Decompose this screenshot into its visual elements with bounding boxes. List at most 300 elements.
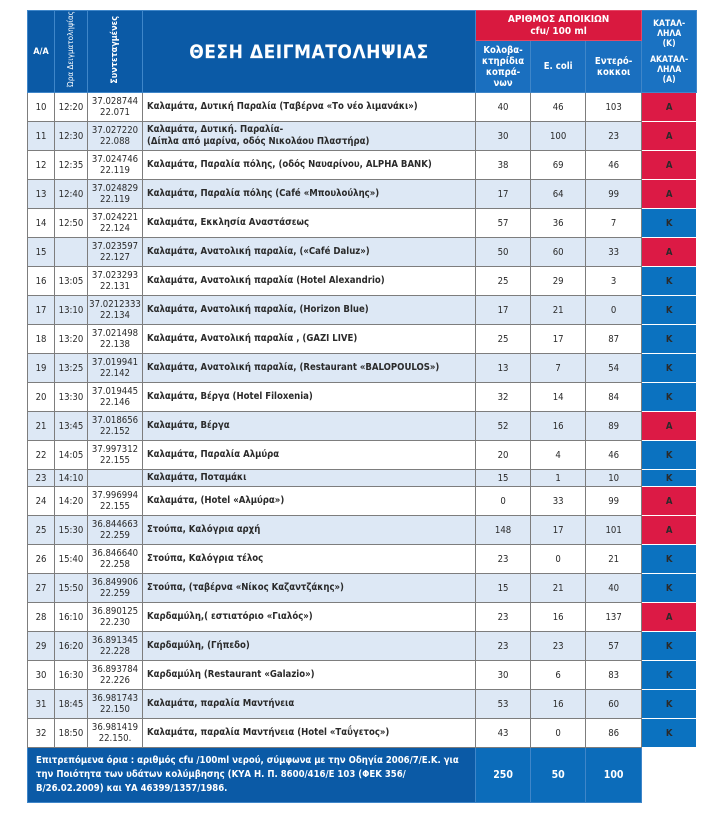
cell-lat: 37.021498 xyxy=(91,328,139,339)
cell-coords xyxy=(88,151,143,180)
cell-time: 18:45 xyxy=(55,690,88,719)
cell-time: 12:30 xyxy=(55,122,88,151)
cell-lat: 37.023293 xyxy=(91,270,139,281)
cell-coords xyxy=(88,545,143,574)
cell-entero: 101 xyxy=(586,516,642,545)
cell-koloba: 25 xyxy=(476,325,531,354)
cell-ecoli: 64 xyxy=(531,180,586,209)
cell-coords xyxy=(88,574,143,603)
table-row xyxy=(28,661,697,690)
cell-location xyxy=(143,632,476,661)
cell-location xyxy=(143,545,476,574)
header-status xyxy=(642,11,697,93)
cell-koloba: 50 xyxy=(476,238,531,267)
header-status-a-3: (Α) xyxy=(662,74,676,85)
cell-aa: 19 xyxy=(28,354,55,383)
cell-aa: 30 xyxy=(28,661,55,690)
status-badge: Κ xyxy=(642,661,697,690)
header-group-line2: cfu/ 100 ml xyxy=(530,25,587,37)
status-badge: Κ xyxy=(642,719,697,748)
table-row xyxy=(28,632,697,661)
cell-entero: 89 xyxy=(586,412,642,441)
cell-ecoli: 7 xyxy=(531,354,586,383)
cell-ecoli: 29 xyxy=(531,267,586,296)
status-badge: Κ xyxy=(642,209,697,238)
table-row xyxy=(28,151,697,180)
header-time-label: Ώρα Δειγματοληψίας xyxy=(66,11,75,88)
cell-koloba: 38 xyxy=(476,151,531,180)
cell-entero: 103 xyxy=(586,93,642,122)
cell-location xyxy=(143,719,476,748)
cell-time: 15:40 xyxy=(55,545,88,574)
header-colony-count-group xyxy=(476,11,642,41)
table-row xyxy=(28,267,697,296)
cell-aa: 25 xyxy=(28,516,55,545)
table-row xyxy=(28,122,697,151)
table-row xyxy=(28,470,697,487)
cell-lat: 37.028744 xyxy=(91,96,139,107)
cell-ecoli: 21 xyxy=(531,574,586,603)
status-badge: Κ xyxy=(642,632,697,661)
cell-location-line1: Καλαμάτα, Παραλία πόλης, (οδός Ναυαρίνου, ALPHA BANK) xyxy=(147,159,432,170)
cell-aa: 10 xyxy=(28,93,55,122)
cell-coords xyxy=(88,354,143,383)
cell-aa: 29 xyxy=(28,632,55,661)
cell-location-line1: Καλαμάτα, Δυτική. Παραλία- xyxy=(147,124,284,135)
cell-location-line1: Στούπα, (ταβέρνα «Νίκος Καζαντζάκης») xyxy=(147,582,344,593)
status-badge: Κ xyxy=(642,325,697,354)
cell-lat: 36.981419 xyxy=(91,722,139,733)
cell-koloba: 30 xyxy=(476,661,531,690)
cell-ecoli: 16 xyxy=(531,603,586,632)
cell-ecoli: 0 xyxy=(531,719,586,748)
cell-aa: 11 xyxy=(28,122,55,151)
status-badge: Κ xyxy=(642,545,697,574)
cell-location xyxy=(143,325,476,354)
cell-ecoli: 46 xyxy=(531,93,586,122)
cell-time: 14:20 xyxy=(55,487,88,516)
footer-limits-text: Επιτρεπόμενα όρια : αριθμός cfu /100ml νερού, σύμφωνα με την Οδηγία 2006/7/Ε.Κ. για την Ποιότητα των υδάτων κολύμβησης (ΚΥΑ Η. Π. 8600/416/Ε 103 (ΦΕΚ 356/Β/26.02.2009) και ΥΑ 46399/1357/1986. xyxy=(28,748,476,803)
cell-location xyxy=(143,516,476,545)
cell-time: 13:30 xyxy=(55,383,88,412)
cell-koloba: 20 xyxy=(476,441,531,470)
cell-lat: 36.849906 xyxy=(91,577,139,588)
cell-ecoli: 14 xyxy=(531,383,586,412)
cell-aa: 18 xyxy=(28,325,55,354)
cell-location xyxy=(143,267,476,296)
cell-location xyxy=(143,383,476,412)
cell-lon: 22.127 xyxy=(100,252,130,263)
status-badge: Α xyxy=(642,151,697,180)
cell-ecoli: 33 xyxy=(531,487,586,516)
cell-location-line1: Καλαμάτα, Εκκλησία Αναστάσεως xyxy=(147,217,310,228)
water-quality-table xyxy=(27,10,697,803)
cell-aa: 28 xyxy=(28,603,55,632)
status-badge: Κ xyxy=(642,470,697,487)
cell-lat: 37.024829 xyxy=(91,183,139,194)
table-row xyxy=(28,441,697,470)
header-group-line1: ΑΡΙΘΜΟΣ ΑΠΟΙΚΙΩΝ xyxy=(507,13,610,25)
header-status-a-1: ΑΚΑΤΑΛ- xyxy=(650,54,689,65)
cell-coords xyxy=(88,412,143,441)
cell-ecoli: 17 xyxy=(531,516,586,545)
cell-coords xyxy=(88,267,143,296)
cell-ecoli: 21 xyxy=(531,296,586,325)
cell-time: 12:35 xyxy=(55,151,88,180)
header-status-k-3: (Κ) xyxy=(662,38,676,49)
cell-location xyxy=(143,603,476,632)
cell-koloba: 15 xyxy=(476,470,531,487)
cell-koloba: 32 xyxy=(476,383,531,412)
cell-aa: 15 xyxy=(28,238,55,267)
cell-aa: 27 xyxy=(28,574,55,603)
cell-location-line1: Καλαμάτα, (Hotel «Αλμύρα») xyxy=(147,495,285,506)
cell-koloba: 40 xyxy=(476,93,531,122)
cell-aa: 22 xyxy=(28,441,55,470)
page-title: ΘΕΣΗ ΔΕΙΓΜΑΤΟΛΗΨΙΑΣ xyxy=(143,11,476,93)
cell-entero: 0 xyxy=(586,296,642,325)
status-badge: Κ xyxy=(642,690,697,719)
cell-koloba: 23 xyxy=(476,603,531,632)
cell-coords xyxy=(88,661,143,690)
cell-lon: 22.131 xyxy=(100,281,130,292)
cell-time: 12:40 xyxy=(55,180,88,209)
cell-lat: 37.018656 xyxy=(91,415,139,426)
cell-location xyxy=(143,690,476,719)
cell-lon: 22.119 xyxy=(100,194,130,205)
cell-ecoli: 0 xyxy=(531,545,586,574)
cell-ecoli: 16 xyxy=(531,412,586,441)
cell-time: 13:25 xyxy=(55,354,88,383)
cell-coords xyxy=(88,296,143,325)
water-quality-table-container xyxy=(27,10,697,803)
cell-aa: 14 xyxy=(28,209,55,238)
table-row xyxy=(28,325,697,354)
header-entero: Εντερό- κοκκοι xyxy=(586,41,642,93)
cell-location xyxy=(143,661,476,690)
cell-time: 15:30 xyxy=(55,516,88,545)
cell-coords xyxy=(88,632,143,661)
cell-entero: 137 xyxy=(586,603,642,632)
cell-time: 12:20 xyxy=(55,93,88,122)
cell-entero: 10 xyxy=(586,470,642,487)
cell-entero: 46 xyxy=(586,441,642,470)
cell-location xyxy=(143,151,476,180)
cell-koloba: 13 xyxy=(476,354,531,383)
cell-aa: 26 xyxy=(28,545,55,574)
table-row xyxy=(28,180,697,209)
cell-lat: 37.024746 xyxy=(91,154,139,165)
header-status-a-2: ΛΗΛΑ xyxy=(657,64,682,75)
table-row xyxy=(28,487,697,516)
table-row xyxy=(28,296,697,325)
cell-location xyxy=(143,412,476,441)
cell-lon: 22.226 xyxy=(100,675,130,686)
status-badge: Α xyxy=(642,180,697,209)
cell-lat: 36.890125 xyxy=(91,606,139,617)
cell-lon: 22.119 xyxy=(100,165,130,176)
cell-ecoli: 6 xyxy=(531,661,586,690)
table-row xyxy=(28,690,697,719)
cell-entero: 84 xyxy=(586,383,642,412)
cell-location xyxy=(143,574,476,603)
cell-ecoli: 4 xyxy=(531,441,586,470)
status-badge: Α xyxy=(642,603,697,632)
cell-location xyxy=(143,441,476,470)
cell-lon: 22.155 xyxy=(100,501,130,512)
cell-koloba: 17 xyxy=(476,296,531,325)
cell-ecoli: 69 xyxy=(531,151,586,180)
cell-time: 15:50 xyxy=(55,574,88,603)
cell-lon: 22.124 xyxy=(100,223,130,234)
status-badge: Κ xyxy=(642,354,697,383)
cell-koloba: 57 xyxy=(476,209,531,238)
cell-coords xyxy=(88,122,143,151)
cell-coords xyxy=(88,470,143,487)
cell-aa: 24 xyxy=(28,487,55,516)
cell-entero: 7 xyxy=(586,209,642,238)
cell-coords xyxy=(88,441,143,470)
footer-limit-koloba: 250 xyxy=(476,748,531,803)
status-badge: Κ xyxy=(642,296,697,325)
cell-lat: 37.023597 xyxy=(91,241,139,252)
cell-lat: 37.024221 xyxy=(91,212,139,223)
cell-koloba: 15 xyxy=(476,574,531,603)
table-row xyxy=(28,383,697,412)
cell-entero: 60 xyxy=(586,690,642,719)
cell-lat: 37.019941 xyxy=(91,357,139,368)
cell-koloba: 0 xyxy=(476,487,531,516)
cell-lon: 22.259 xyxy=(100,588,130,599)
cell-location-line1: Καλαμάτα, Ανατολική παραλία, («Café Daluz») xyxy=(147,246,370,257)
cell-lon: 22.142 xyxy=(100,368,130,379)
table-row xyxy=(28,545,697,574)
cell-koloba: 52 xyxy=(476,412,531,441)
cell-location-line1: Καλαμάτα, Ανατολική παραλία, (Horizon Blue) xyxy=(147,304,369,315)
cell-lon: 22.152 xyxy=(100,426,130,437)
cell-lat: 36.844663 xyxy=(91,519,139,530)
cell-lon: 22.258 xyxy=(100,559,130,570)
header-coords xyxy=(88,11,143,93)
status-badge: Κ xyxy=(642,574,697,603)
cell-coords xyxy=(88,487,143,516)
cell-location-line1: Καλαμάτα, παραλία Μαντήνεια xyxy=(147,698,295,709)
cell-location-line1: Καλαμάτα, Δυτική Παραλία (Ταβέρνα «Το νέο λιμανάκι») xyxy=(147,101,418,112)
cell-entero: 23 xyxy=(586,122,642,151)
cell-coords xyxy=(88,180,143,209)
cell-location-line1: Καλαμάτα, Ανατολική παραλία, (Restaurant «BALOPOULOS») xyxy=(147,362,440,373)
table-row xyxy=(28,93,697,122)
cell-location-line1: Καρδαμύλη,( εστιατόριο «Γιαλός») xyxy=(147,611,313,622)
cell-entero: 99 xyxy=(586,487,642,516)
table-row xyxy=(28,209,697,238)
cell-time: 18:50 xyxy=(55,719,88,748)
cell-aa: 21 xyxy=(28,412,55,441)
footer-row xyxy=(28,748,697,803)
cell-time: 13:20 xyxy=(55,325,88,354)
cell-coords xyxy=(88,719,143,748)
cell-ecoli: 1 xyxy=(531,470,586,487)
cell-ecoli: 16 xyxy=(531,690,586,719)
cell-entero: 33 xyxy=(586,238,642,267)
cell-koloba: 25 xyxy=(476,267,531,296)
cell-lon: 22.155 xyxy=(100,455,130,466)
cell-location xyxy=(143,354,476,383)
cell-lon: 22.088 xyxy=(100,136,130,147)
cell-lat: 37.997312 xyxy=(91,444,139,455)
cell-location xyxy=(143,470,476,487)
cell-entero: 57 xyxy=(586,632,642,661)
cell-lat: 36.891345 xyxy=(91,635,139,646)
cell-location-line1: Στούπα, Καλόγρια αρχή xyxy=(147,524,261,535)
cell-location-line1: Καλαμάτα, Παραλία Αλμύρα xyxy=(147,449,280,460)
header-coords-label: Συντεταγμένες xyxy=(110,15,120,84)
cell-time: 13:05 xyxy=(55,267,88,296)
cell-ecoli: 23 xyxy=(531,632,586,661)
cell-aa: 13 xyxy=(28,180,55,209)
cell-time: 16:10 xyxy=(55,603,88,632)
cell-koloba: 23 xyxy=(476,632,531,661)
cell-entero: 54 xyxy=(586,354,642,383)
cell-coords xyxy=(88,383,143,412)
status-badge: Κ xyxy=(642,383,697,412)
cell-ecoli: 100 xyxy=(531,122,586,151)
status-badge: Α xyxy=(642,122,697,151)
cell-lon: 22.146 xyxy=(100,397,130,408)
cell-lon: 22.228 xyxy=(100,646,130,657)
table-row xyxy=(28,719,697,748)
header-status-k-2: ΛΗΛΑ xyxy=(657,28,682,39)
status-badge: Α xyxy=(642,412,697,441)
table-row xyxy=(28,354,697,383)
cell-lat: 37.996994 xyxy=(91,490,139,501)
cell-location-line1: Καλαμάτα, Ποταμάκι xyxy=(147,472,247,483)
cell-location xyxy=(143,296,476,325)
cell-coords xyxy=(88,325,143,354)
table-row xyxy=(28,603,697,632)
footer-empty-cell xyxy=(642,748,697,803)
cell-time: 14:10 xyxy=(55,470,88,487)
status-badge: Κ xyxy=(642,267,697,296)
cell-koloba: 43 xyxy=(476,719,531,748)
cell-koloba: 53 xyxy=(476,690,531,719)
status-badge: Κ xyxy=(642,441,697,470)
cell-location xyxy=(143,180,476,209)
cell-coords xyxy=(88,690,143,719)
header-status-k-1: ΚΑΤΑΛ- xyxy=(653,18,686,29)
cell-time: 16:20 xyxy=(55,632,88,661)
cell-aa: 12 xyxy=(28,151,55,180)
cell-lat: 36.981743 xyxy=(91,693,139,704)
cell-aa: 32 xyxy=(28,719,55,748)
cell-koloba: 23 xyxy=(476,545,531,574)
cell-lat: 37.027220 xyxy=(91,125,139,136)
footer-limit-entero: 100 xyxy=(586,748,642,803)
cell-koloba: 30 xyxy=(476,122,531,151)
cell-location-line1: Καλαμάτα, Ανατολική παραλία , (GAZI LIVE) xyxy=(147,333,358,344)
cell-koloba: 148 xyxy=(476,516,531,545)
cell-aa: 17 xyxy=(28,296,55,325)
cell-lon: 22.071 xyxy=(100,107,130,118)
cell-location-line2: (Δίπλα από μαρίνα, οδός Νικολάου Πλαστήρα) xyxy=(147,136,370,147)
header-koloba: Κολοβα- κτηρίδια κοπρά- νων xyxy=(476,41,531,93)
status-badge: Α xyxy=(642,487,697,516)
header-ecoli: E. coli xyxy=(531,41,586,93)
cell-location xyxy=(143,487,476,516)
cell-time: 16:30 xyxy=(55,661,88,690)
cell-location-line1: Καλαμάτα, Ανατολική παραλία (Hotel Alexandrio) xyxy=(147,275,385,286)
footer-limit-ecoli: 50 xyxy=(531,748,586,803)
cell-aa: 20 xyxy=(28,383,55,412)
cell-lat: 36.846640 xyxy=(91,548,139,559)
cell-time: 13:45 xyxy=(55,412,88,441)
cell-lon: 22.138 xyxy=(100,339,130,350)
table-body xyxy=(28,93,697,748)
table-row xyxy=(28,412,697,441)
cell-lat: 36.893784 xyxy=(91,664,139,675)
table-row xyxy=(28,238,697,267)
cell-coords xyxy=(88,238,143,267)
cell-lon: 22.134 xyxy=(100,310,130,321)
cell-entero: 40 xyxy=(586,574,642,603)
status-badge: Α xyxy=(642,516,697,545)
cell-location xyxy=(143,238,476,267)
cell-coords xyxy=(88,209,143,238)
cell-entero: 83 xyxy=(586,661,642,690)
header-aa: Α/Α xyxy=(28,11,55,93)
cell-aa: 31 xyxy=(28,690,55,719)
status-badge: Α xyxy=(642,238,697,267)
cell-location-line1: Στούπα, Καλόγρια τέλος xyxy=(147,553,264,564)
cell-ecoli: 60 xyxy=(531,238,586,267)
cell-lat: 37.0212333 xyxy=(89,299,141,310)
cell-location xyxy=(143,122,476,151)
cell-ecoli: 17 xyxy=(531,325,586,354)
cell-coords xyxy=(88,516,143,545)
table-row xyxy=(28,516,697,545)
cell-entero: 21 xyxy=(586,545,642,574)
cell-time: 12:50 xyxy=(55,209,88,238)
cell-location-line1: Καρδαμύλη, (Γήπεδο) xyxy=(147,640,250,651)
status-badge: Α xyxy=(642,93,697,122)
cell-lon: 22.150. xyxy=(98,733,132,744)
cell-lon: 22.230 xyxy=(100,617,130,628)
cell-location-line1: Καλαμάτα, Βέργα xyxy=(147,420,230,431)
cell-coords xyxy=(88,93,143,122)
cell-location xyxy=(143,209,476,238)
table-row xyxy=(28,574,697,603)
cell-lat: 37.019445 xyxy=(91,386,139,397)
cell-lon: 22.150 xyxy=(100,704,130,715)
cell-location-line1: Καλαμάτα, Παραλία πόλης (Café «Μπουλούλης») xyxy=(147,188,380,199)
cell-aa: 16 xyxy=(28,267,55,296)
cell-location xyxy=(143,93,476,122)
cell-time: 14:05 xyxy=(55,441,88,470)
cell-location-line1: Καλαμάτα, παραλία Μαντήνεια (Hotel «Ταΰγετος») xyxy=(147,727,390,738)
cell-lon: 22.259 xyxy=(100,530,130,541)
cell-location-line1: Καρδαμύλη (Restaurant «Galazio») xyxy=(147,669,315,680)
cell-entero: 99 xyxy=(586,180,642,209)
cell-coords xyxy=(88,603,143,632)
cell-aa: 23 xyxy=(28,470,55,487)
cell-ecoli: 36 xyxy=(531,209,586,238)
cell-koloba: 17 xyxy=(476,180,531,209)
cell-time xyxy=(55,238,88,267)
header-time xyxy=(55,11,88,93)
cell-time: 13:10 xyxy=(55,296,88,325)
cell-entero: 3 xyxy=(586,267,642,296)
cell-entero: 87 xyxy=(586,325,642,354)
